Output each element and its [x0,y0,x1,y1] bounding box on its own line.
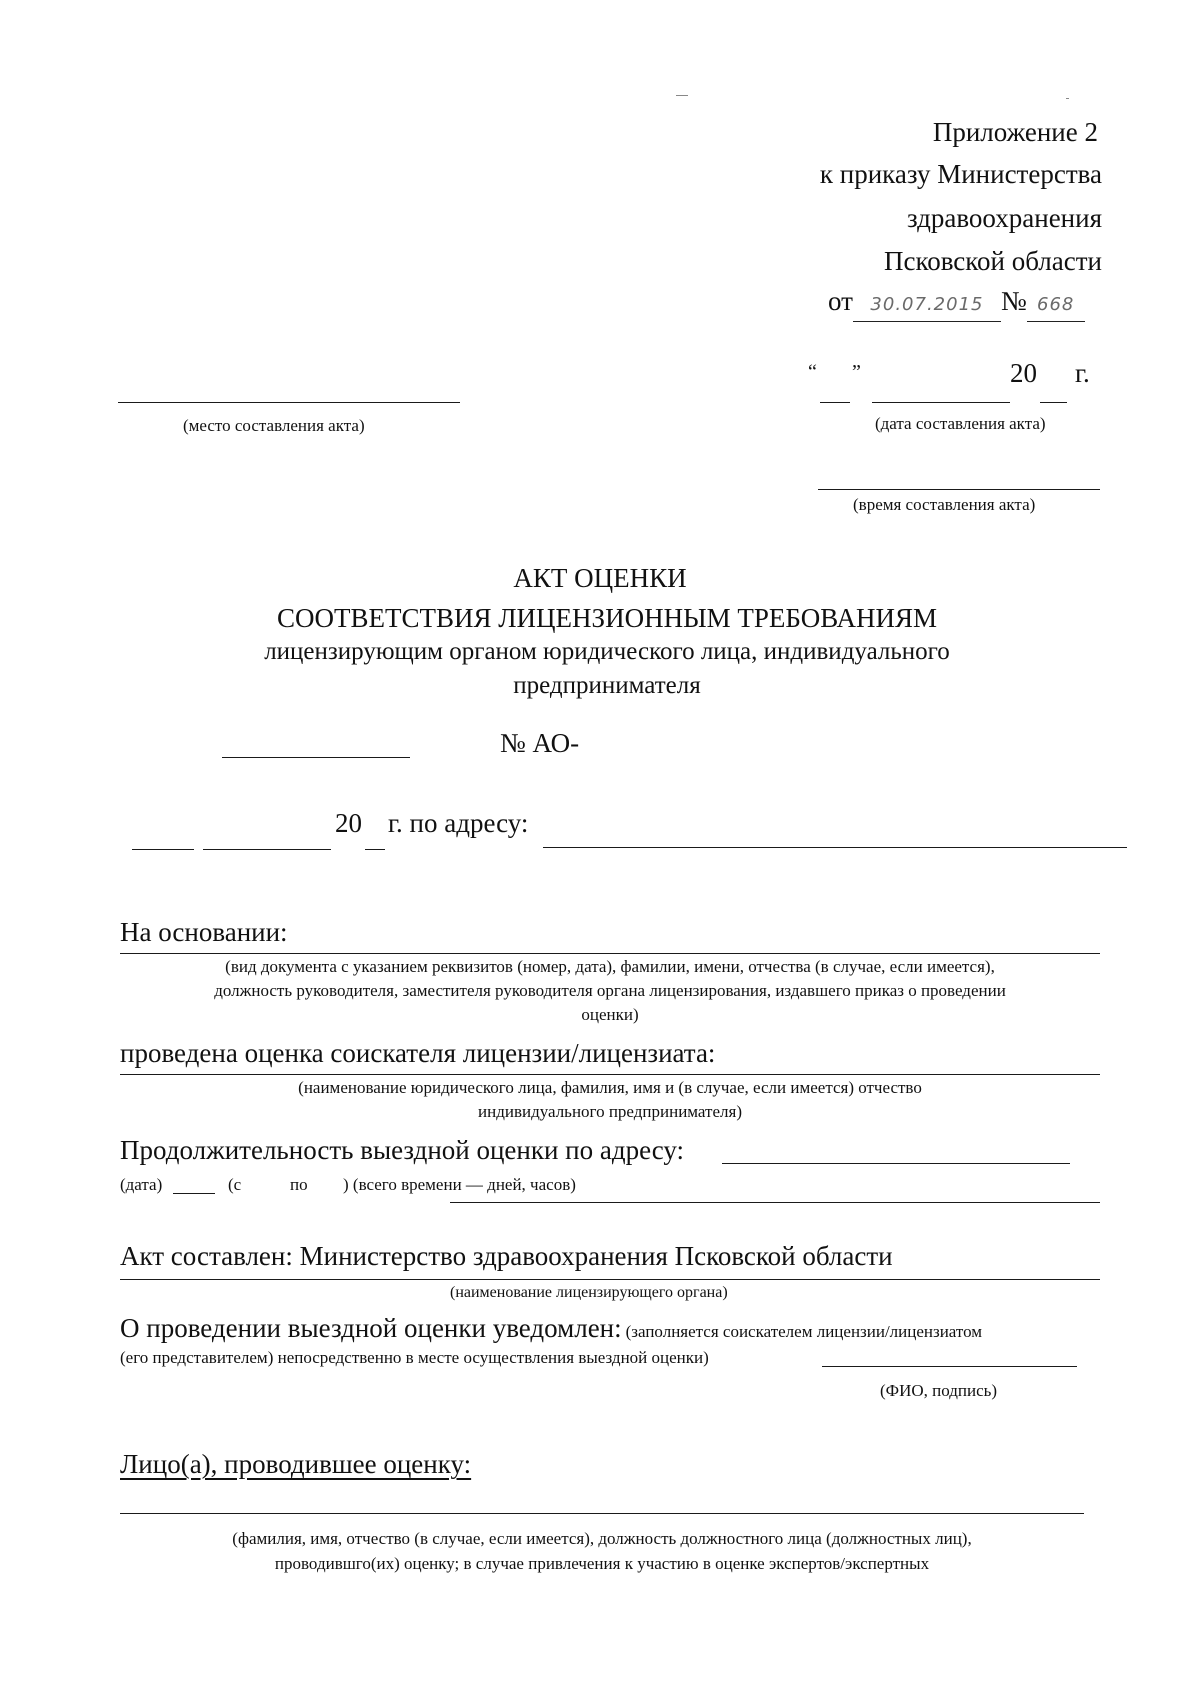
duration-date-label: (дата) [120,1175,163,1194]
handwritten-number: 668 [1027,289,1085,322]
order-reference: к приказу Министерства [819,159,1102,189]
duration-to-label: по [290,1175,308,1194]
open-quote: “ [808,361,817,383]
address-month-field[interactable] [203,849,331,850]
basis-field[interactable] [120,953,1100,954]
handwritten-date: 30.07.2015 [853,289,1001,322]
assessed-field[interactable] [120,1074,1100,1075]
time-field[interactable] [818,489,1100,490]
month-field[interactable] [872,402,1010,403]
person-field[interactable] [120,1513,1084,1514]
act-description-1: лицензирующим органом юридического лица, индивидуального [264,638,950,665]
address-field[interactable] [543,847,1127,848]
basis-caption-2: должность руководителя, заместителя руководителя органа лицензирования, издавшего приказ о проведении [214,981,1006,1000]
duration-label: Продолжительность выездной оценки по адресу: [120,1135,685,1165]
assessed-caption-1: (наименование юридического лица, фамилия, имя и (в случае, если имеется) отчество [298,1078,922,1097]
assessed-label: проведена оценка соискателя лицензии/лицензиата: [120,1038,716,1068]
basis-label: На основании: [120,917,288,947]
act-date-field[interactable] [222,757,410,758]
act-subtitle: СООТВЕТСТВИЯ ЛИЦЕНЗИОННЫМ ТРЕБОВАНИЯМ [276,603,938,633]
compiled-label: Акт составлен: Министерство здравоохранения Псковской области [120,1241,893,1271]
basis-caption-3: оценки) [581,1005,639,1024]
address-year-prefix: 20 [335,808,362,838]
notified-label: О проведении выездной оценки уведомлен: [120,1313,622,1343]
from-label: от [828,286,853,316]
date-caption: (дата составления акта) [875,414,1046,433]
duration-date-field[interactable] [173,1193,215,1194]
region-name: Псковской области [883,246,1102,276]
duration-total-field[interactable] [450,1202,1100,1203]
notified-line [120,1312,982,1344]
scan-speck [676,95,688,96]
time-caption: (время составления акта) [853,495,1036,514]
address-label: г. по адресу: [388,808,529,838]
signature-caption: (ФИО, подпись) [880,1381,998,1400]
place-caption: (место составления акта) [183,416,365,435]
order-date-line [828,285,1085,322]
duration-from-label: (с [228,1175,242,1194]
act-title: АКТ ОЦЕНКИ [513,563,687,593]
compiled-field [120,1279,1100,1280]
act-number-label: № АО- [500,728,580,758]
signature-field[interactable] [822,1366,1077,1367]
place-field[interactable] [118,402,460,403]
year-suffix: г. [1075,358,1090,388]
address-year-field[interactable] [365,849,385,850]
notified-note: (заполняется соискателем лицензии/лицензиатом [625,1322,983,1341]
year-prefix: 20 [1010,358,1037,388]
assessed-caption-2: индивидуального предпринимателя) [478,1102,742,1121]
compiled-caption: (наименование лицензирующего органа) [450,1284,728,1301]
address-day-field[interactable] [132,849,194,850]
day-field[interactable] [820,402,850,403]
notified-note-2: (его представителем) непосредственно в месте осуществления выездной оценки) [120,1348,709,1367]
duration-address-field[interactable] [722,1163,1070,1164]
number-sign: № [1000,286,1027,316]
person-caption-1: (фамилия, имя, отчество (в случае, если имеется), должность должностного лица (должностных лиц), [232,1529,972,1548]
year-field[interactable] [1040,402,1067,403]
basis-caption-1: (вид документа с указанием реквизитов (номер, дата), фамилии, имени, отчества (в случае, если имеется), [225,957,995,976]
act-description-2: предпринимателя [513,672,701,699]
appendix-title: Приложение 2 [932,117,1098,147]
duration-total-label: ) (всего времени — дней, часов) [343,1175,576,1194]
close-quote: ” [852,361,861,383]
scan-speck [1066,98,1069,99]
person-label: Лицо(а), проводившее оценку: [120,1449,472,1479]
person-caption-2: проводившго(их) оценку; в случае привлечения к участию в оценке экспертов/экспертных [274,1554,930,1573]
ministry-name: здравоохранения [906,203,1102,233]
